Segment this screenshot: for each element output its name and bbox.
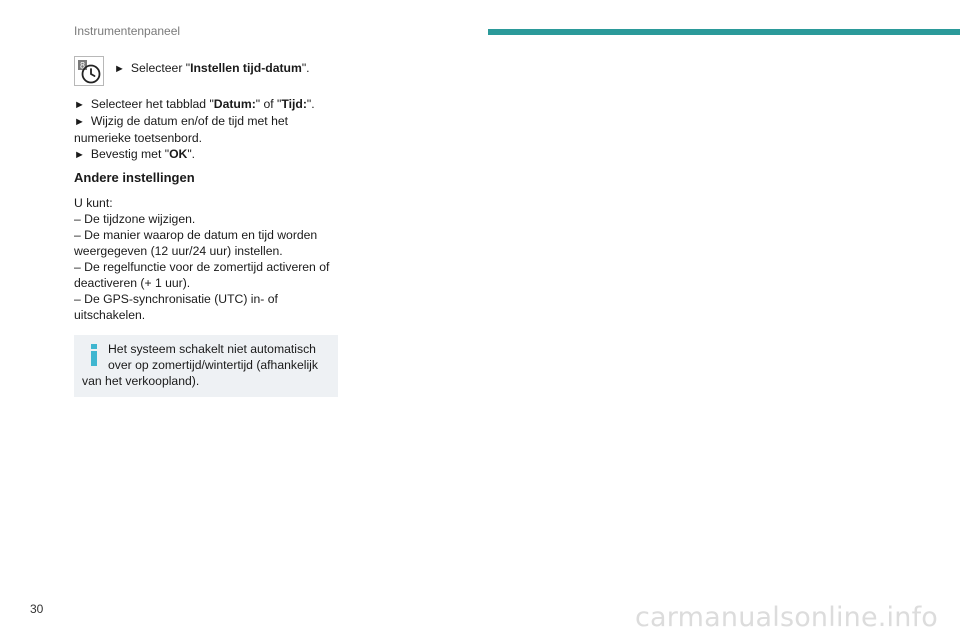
step-2: ► Selecteer het tabblad "Datum:" of "Tijd:". bbox=[74, 97, 315, 111]
list-item: – De tijdzone wijzigen. bbox=[74, 212, 196, 226]
list-item: – De GPS-synchronisatie (UTC) in- of uitschakelen. bbox=[74, 292, 278, 322]
info-note bbox=[74, 335, 338, 397]
options-list bbox=[74, 195, 338, 323]
clock-settings-icon bbox=[74, 56, 104, 86]
note-text: Het systeem schakelt niet automatisch over op zomertijd/wintertijd (afhankelijk van het verkoopland). bbox=[82, 342, 318, 388]
subsection-heading: Andere instellingen bbox=[74, 170, 195, 185]
section-title: Instrumentenpaneel bbox=[74, 24, 181, 38]
list-intro: U kunt: bbox=[74, 196, 113, 210]
step-4: ► Bevestig met "OK". bbox=[74, 147, 196, 161]
info-icon bbox=[88, 343, 100, 367]
arrow-bullet-icon: ► bbox=[74, 99, 85, 111]
section-accent-bar bbox=[488, 29, 960, 35]
page-number: 30 bbox=[30, 602, 44, 616]
step-list bbox=[74, 96, 338, 163]
arrow-bullet-icon: ► bbox=[74, 116, 85, 128]
list-item: – De regelfunctie voor de zomertijd activeren of deactiveren (+ 1 uur). bbox=[74, 260, 330, 290]
icon-number: 8 bbox=[79, 60, 86, 71]
list-item: – De manier waarop de datum en tijd worden weergegeven (12 uur/24 uur) instellen. bbox=[74, 228, 318, 258]
step-1: ► Selecteer "Instellen tijd-datum". bbox=[114, 61, 310, 75]
watermark: carmanualsonline.info bbox=[635, 602, 938, 633]
arrow-bullet-icon: ► bbox=[114, 63, 125, 75]
arrow-bullet-icon: ► bbox=[74, 149, 85, 161]
content-column bbox=[74, 56, 338, 397]
menu-name: Instellen tijd-datum bbox=[190, 61, 302, 75]
step-with-icon bbox=[74, 56, 338, 86]
step-3: ► Wijzig de datum en/of de tijd met het numerieke toetsenbord. bbox=[74, 114, 289, 145]
